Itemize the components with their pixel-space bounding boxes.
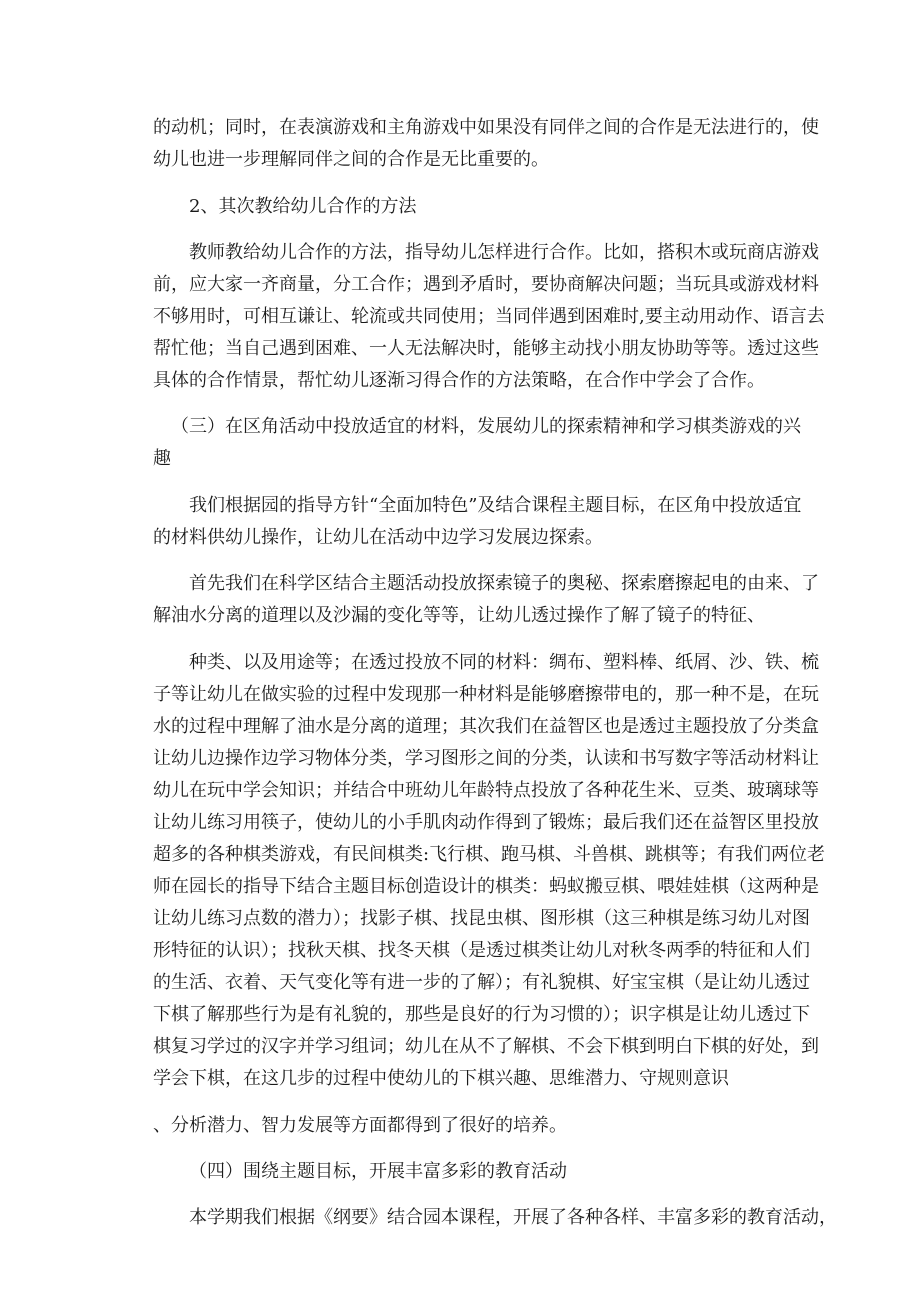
text-line: 种类、以及用途等；在透过投放不同的材料：绸布、塑料棒、纸屑、沙、铁、梳 <box>189 652 819 673</box>
text-line: 的动机；同时，在表演游戏和主角游戏中如果没有同伴之间的合作是无法进行的，使 <box>153 117 819 138</box>
text-line: 子等让幼儿在做实验的过程中发现那一种材料是能够磨擦带电的，那一种不是，在玩 <box>153 684 819 705</box>
section-heading: （四）围绕主题目标，开展丰富多彩的教育活动 <box>189 1161 567 1182</box>
section-heading: 趣 <box>153 448 171 469</box>
text-line: 棋复习学过的汉字并学习组词；幼儿在从不了解棋、不会下棋到明白下棋的好处，到 <box>153 1036 819 1057</box>
text-line: 幼儿也进一步理解同伴之间的合作是无比重要的。 <box>153 149 549 170</box>
text-line: 幼儿在玩中学会知识；并结合中班幼儿年龄特点投放了各种花生米、豆类、玻璃球等 <box>153 780 819 801</box>
text-line: 首先我们在科学区结合主题活动投放探索镜子的奥秘、探索磨擦起电的由来、了 <box>189 573 819 594</box>
text-line: 让幼儿练习点数的潜力）；找影子棋、找昆虫棋、图形棋（这三种棋是练习幼儿对图 <box>153 908 810 929</box>
text-line: 帮忙他；当自己遇到困难、一人无法解决时，能够主动找小朋友协助等等。透过这些 <box>153 338 819 359</box>
text-line: 让幼儿练习用筷子，使幼儿的小手肌肉动作得到了锻炼；最后我们还在益智区里投放 <box>153 812 819 833</box>
text-line: 超多的各种棋类游戏，有民间棋类:飞行棋、跑马棋、斗兽棋、跳棋等；有我们两位老 <box>153 844 826 865</box>
text-line: 具体的合作情景，帮忙幼儿逐渐习得合作的方法策略，在合作中学会了合作。 <box>153 370 765 391</box>
text-line: 让幼儿边操作边学习物体分类，学习图形之间的分类，认读和书写数字等活动材料让 <box>153 748 819 769</box>
text-line: 教师教给幼儿合作的方法，指导幼儿怎样进行合作。比如，搭积木或玩商店游戏 <box>189 242 819 263</box>
text-line: 解油水分离的道理以及沙漏的变化等等，让幼儿透过操作了解了镜子的特征、 <box>153 605 765 626</box>
text-line: 下棋了解那些行为是有礼貌的，那些是良好的行为习惯的）；识字棋是让幼儿透过下 <box>153 1004 810 1025</box>
text-line: 的生活、衣着、天气变化等有进一步的了解）；有礼貌棋、好宝宝棋（是让幼儿透过 <box>153 972 810 993</box>
section-heading: （三）在区角活动中投放适宜的材料，发展幼儿的探索精神和学习棋类游戏的兴 <box>171 416 801 437</box>
text-line: 本学期我们根据《纲要》结合园本课程，开展了各种各样、丰富多彩的教育活动， <box>189 1207 837 1228</box>
text-line: 师在园长的指导下结合主题目标创造设计的棋类：蚂蚁搬豆棋、喂娃娃棋（这两种是 <box>153 876 819 897</box>
text-line: 水的过程中理解了油水是分离的道理；其次我们在益智区也是透过主题投放了分类盒 <box>153 716 819 737</box>
text-line: 不够用时，可相互谦让、轮流或共同使用；当同伴遇到困难时,要主动用动作、语言去 <box>153 306 825 327</box>
text-line: 形特征的认识）；找秋天棋、找冬天棋（是透过棋类让幼儿对秋冬两季的特征和人们 <box>153 940 810 961</box>
text-line: 我们根据园的指导方针“全面加特色”及结合课程主题目标，在区角中投放适宜 <box>189 495 802 516</box>
section-heading: 2、其次教给幼儿合作的方法 <box>189 196 417 217</box>
text-line: 学会下棋，在这几步的过程中使幼儿的下棋兴趣、思维潜力、守规则意识 <box>153 1068 729 1089</box>
text-line: 前，应大家一齐商量，分工合作；遇到矛盾时，要协商解决问题；当玩具或游戏材料 <box>153 274 819 295</box>
text-line: 、分析潜力、智力发展等方面都得到了很好的培养。 <box>153 1115 567 1136</box>
text-line: 的材料供幼儿操作，让幼儿在活动中边学习发展边探索。 <box>153 527 603 548</box>
